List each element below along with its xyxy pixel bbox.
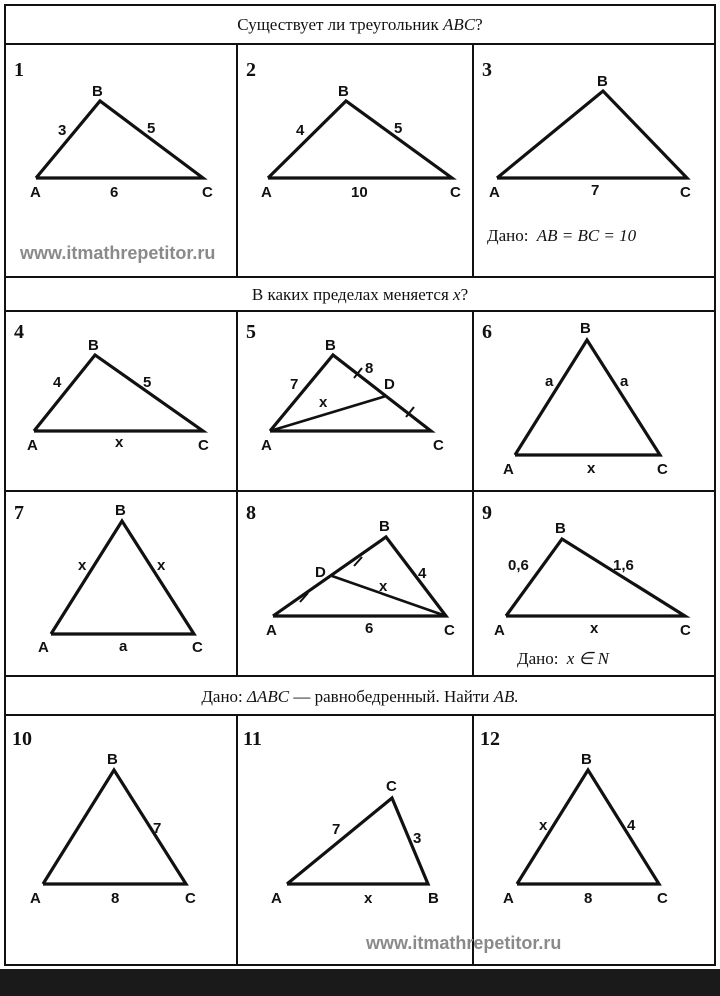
side-label: 7 (153, 820, 162, 837)
problem-5 (246, 321, 444, 454)
table-grid (5, 5, 715, 965)
problem-number: 11 (243, 728, 262, 750)
vertex-label: B (338, 83, 349, 100)
side-label: x (157, 557, 166, 574)
problem-4 (14, 321, 209, 454)
side-label: 7 (290, 376, 299, 393)
segment-AD (270, 396, 386, 431)
vertex-label: C (444, 622, 455, 639)
side-label: x (78, 557, 87, 574)
vertex-label: C (680, 622, 691, 639)
given-condition: Дано: x ∈ N (517, 649, 609, 668)
side-label: 5 (143, 374, 152, 391)
triangle (51, 521, 194, 634)
watermark: www.itmathrepetitor.ru (20, 243, 216, 263)
side-label: 10 (351, 184, 368, 201)
vertex-label: B (107, 751, 118, 768)
problem-number: 3 (482, 59, 492, 81)
side-label: x (587, 460, 596, 477)
problem-11 (243, 728, 439, 907)
vertex-label: A (30, 890, 41, 907)
vertex-label: C (198, 437, 209, 454)
side-label: 5 (147, 120, 156, 137)
section-title-isosceles: Дано: ΔABC — равнобедренный. Найти AB. (201, 687, 519, 706)
problem-8 (246, 502, 455, 639)
triangle (34, 355, 203, 431)
side-label: 4 (418, 565, 427, 582)
vertex-label: B (581, 751, 592, 768)
problem-3 (482, 59, 691, 245)
side-label: x (115, 434, 124, 451)
problem-number: 2 (246, 59, 256, 81)
triangle (36, 101, 203, 178)
triangle (43, 770, 186, 884)
vertex-label: A (494, 622, 505, 639)
vertex-label: C (433, 437, 444, 454)
vertex-label: A (271, 890, 282, 907)
vertex-label: B (555, 520, 566, 537)
problem-number: 8 (246, 502, 256, 524)
vertex-label: A (27, 437, 38, 454)
problem-number: 5 (246, 321, 256, 343)
vertex-label: A (503, 461, 514, 478)
vertex-label: A (266, 622, 277, 639)
problem-number: 1 (14, 59, 24, 81)
vertex-label: A (38, 639, 49, 656)
triangle (270, 355, 431, 431)
vertex-label: B (92, 83, 103, 100)
vertex-label: C (657, 890, 668, 907)
vertex-label: C (680, 184, 691, 201)
vertex-label: A (261, 184, 272, 201)
side-label: 6 (365, 620, 374, 637)
problem-6 (482, 320, 668, 478)
triangle (268, 101, 452, 178)
vertex-label: A (503, 890, 514, 907)
problem-9 (482, 502, 691, 668)
vertex-label: B (597, 73, 608, 90)
bottom-bar (0, 969, 720, 996)
side-label: 7 (591, 182, 600, 199)
side-label: a (545, 373, 554, 390)
problem-number: 6 (482, 321, 492, 343)
vertex-label: B (325, 337, 336, 354)
problem-number: 4 (14, 321, 24, 343)
section-title-existence: Существует ли треугольник ABC? (237, 15, 483, 34)
watermark: www.itmathrepetitor.ru (366, 933, 562, 953)
vertex-label: B (428, 890, 439, 907)
side-label: x (364, 890, 373, 907)
side-label: 6 (110, 184, 119, 201)
vertex-label: C (657, 461, 668, 478)
problem-10 (12, 728, 196, 907)
side-label: 4 (627, 817, 636, 834)
problem-12 (480, 728, 668, 907)
side-label: a (119, 638, 128, 655)
side-label: 4 (296, 122, 305, 139)
side-label: a (620, 373, 629, 390)
side-label: 4 (53, 374, 62, 391)
point-label: D (384, 376, 395, 393)
vertex-label: C (202, 184, 213, 201)
side-label: 7 (332, 821, 341, 838)
problem-number: 9 (482, 502, 492, 524)
vertex-label: A (261, 437, 272, 454)
side-label: 3 (58, 122, 67, 139)
vertex-label: B (379, 518, 390, 535)
side-label: 1,6 (613, 557, 634, 574)
side-label: 8 (111, 890, 120, 907)
side-label: x (590, 620, 599, 637)
segment-label: x (319, 394, 328, 411)
triangle (506, 539, 685, 616)
triangle (497, 91, 687, 178)
side-label: 8 (365, 360, 374, 377)
vertex-label: B (115, 502, 126, 519)
side-label: 0,6 (508, 557, 529, 574)
side-label: 3 (413, 830, 422, 847)
side-label: x (539, 817, 548, 834)
vertex-label: B (580, 320, 591, 337)
problem-number: 12 (480, 728, 500, 750)
problem-number: 7 (14, 502, 24, 524)
problem-number: 10 (12, 728, 32, 750)
given-condition: Дано: AB = BC = 10 (487, 226, 637, 245)
triangle (287, 798, 428, 884)
problem-7 (14, 502, 203, 656)
vertex-label: A (30, 184, 41, 201)
vertex-label: A (489, 184, 500, 201)
triangle (515, 340, 660, 455)
section-title-range: В каких пределах меняется x? (251, 285, 469, 304)
vertex-label: C (450, 184, 461, 201)
vertex-label: C (185, 890, 196, 907)
vertex-label: C (386, 778, 397, 795)
vertex-label: C (192, 639, 203, 656)
problem-1 (14, 59, 213, 201)
point-label: D (315, 564, 326, 581)
segment-label: x (379, 578, 388, 595)
side-label: 8 (584, 890, 593, 907)
problem-2 (246, 59, 461, 201)
vertex-label: B (88, 337, 99, 354)
side-label: 5 (394, 120, 403, 137)
